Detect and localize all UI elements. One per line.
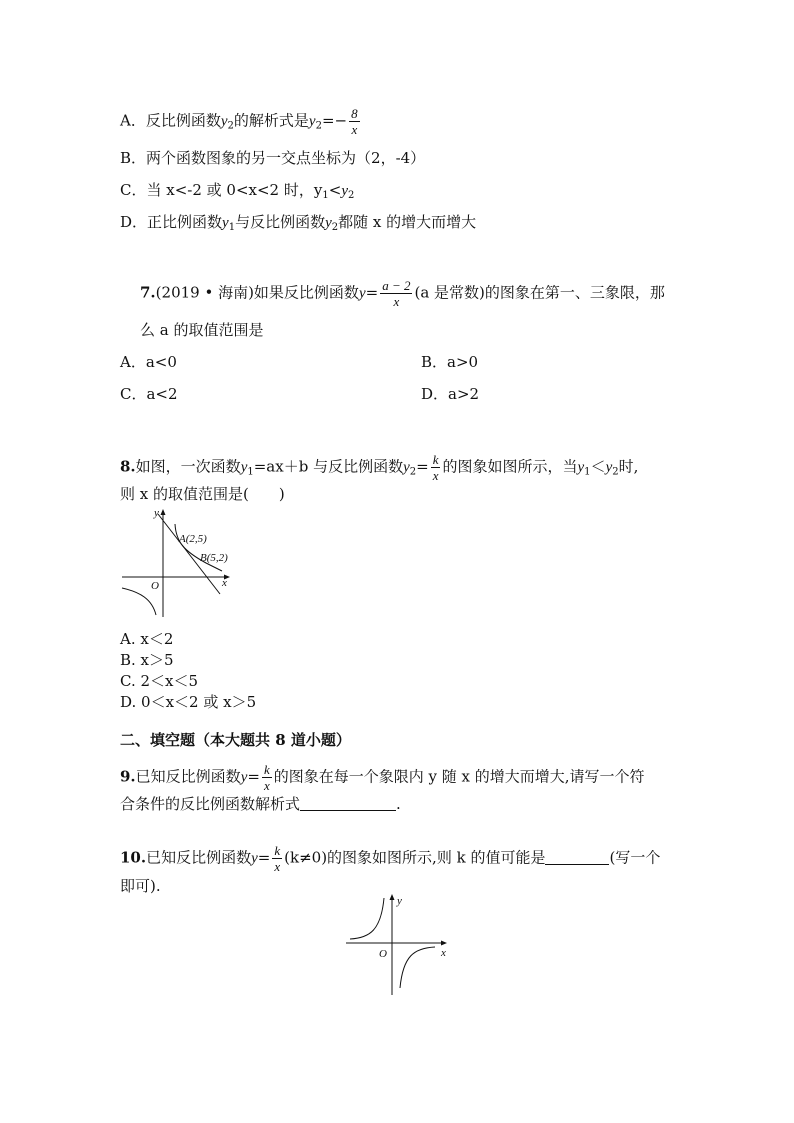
q10-stem: 10.已知反比例函数y= $\frac{k}{x}$ (k≠0)的图象如图所示,则 k 的值可能是 (写一个 (120, 843, 661, 874)
q6-option-d: D．正比例函数$y_1$与反比例函数$y_2$都随 x 的增大而增大 (120, 213, 477, 233)
axis-label-x: x (222, 577, 227, 589)
q8-stem: 8.如图，一次函数$y_1=ax+b$ 与反比例函数$y_2=$ $\frac{k}{x}$ 的图象如图所示，当$y_1<y_2$时, (120, 452, 639, 483)
q8-option-d: D. 0＜x＜2 或 x＞5 (120, 693, 257, 711)
q9-stem: 9.已知反比例函数y= $\frac{k}{x}$ 的图象在每一个象限内 y 随 x 的增大而增大,请写一个符 (120, 762, 645, 793)
q6-option-b: B．两个函数图象的另一交点坐标为（2，-4） (120, 149, 426, 167)
fraction: $\frac{k}{x}$ (432, 452, 439, 483)
q10-graph (342, 890, 454, 998)
fraction: $\frac{k}{x}$ (263, 762, 270, 793)
point-b-label: B(5,2) (200, 552, 228, 564)
hyperbola-branch-q2 (350, 898, 384, 939)
fraction: $\frac{a - 2}{x}$ (382, 278, 411, 309)
q8-option-c: C. 2＜x＜5 (120, 672, 199, 690)
q7-stem-line2: 么 a 的取值范围是 (140, 321, 264, 339)
q6-option-c: C．当 x<-2 或 0<x<2 时，$y_1<y_2$ (120, 181, 355, 201)
fraction: $\frac{k}{x}$ (274, 843, 281, 874)
y-axis-arrow (161, 509, 166, 515)
q8-graph (118, 505, 248, 620)
y-axis-arrow (390, 894, 395, 900)
hyperbola-branch-q4 (400, 947, 435, 988)
axis-label-y: y (154, 507, 159, 519)
point-a-label: A(2,5) (179, 533, 207, 545)
q9-stem-line2: 合条件的反比例函数解析式 . (120, 795, 401, 813)
q8-option-a: A. x＜2 (120, 630, 174, 648)
origin-label: O (379, 948, 387, 960)
answer-blank[interactable] (300, 794, 396, 811)
origin-label: O (151, 580, 159, 592)
q6-option-a: A．反比例函数$y_2$的解析式是$y_2=-$ $\frac{8}{x}$ (120, 106, 358, 137)
q8-stem-line2: 则 x 的取值范围是( ) (120, 485, 285, 503)
section-title: 二、填空题（本大题共 8 道小题） (120, 731, 351, 749)
q8-option-b: B. x＞5 (120, 651, 174, 669)
q7-option-a: A．a<0 (120, 353, 177, 371)
answer-blank[interactable] (545, 848, 609, 865)
fraction: $\frac{8}{x}$ (351, 106, 358, 137)
q7-option-c: C．a<2 (120, 385, 178, 403)
q7-option-b: B．a>0 (421, 353, 479, 371)
q10-stem-line2: 即可). (120, 877, 161, 895)
axis-label-y: y (397, 895, 402, 907)
x-axis-arrow (441, 941, 447, 946)
q7-option-d: D．a>2 (421, 385, 480, 403)
hyperbola-branch-q3 (122, 588, 156, 615)
axis-label-x: x (441, 947, 446, 959)
q7-stem: 7.(2019 • 海南)如果反比例函数y= $\frac{a - 2}{x}$ (a 是常数)的图象在第一、三象限，那 (140, 278, 665, 309)
